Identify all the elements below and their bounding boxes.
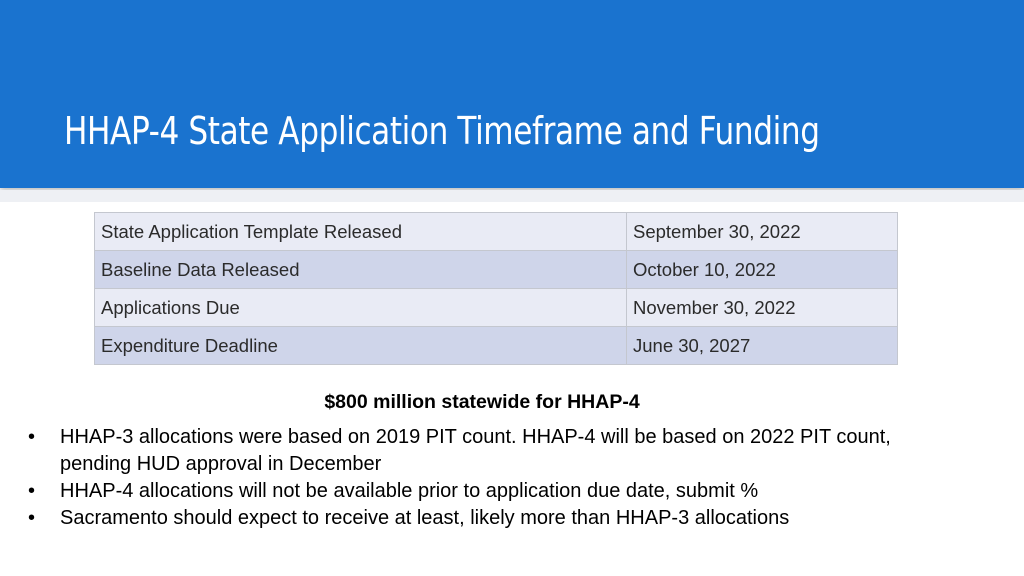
table-row — [95, 289, 898, 327]
list-item-text: HHAP-4 allocations will not be available prior to application due date, submit % — [60, 480, 759, 502]
event-cell: Applications Due — [95, 289, 627, 327]
list-item-text: Sacramento should expect to receive at least, likely more than HHAP-3 allocations — [60, 507, 790, 529]
timeline-table — [94, 212, 898, 365]
title-banner — [0, 0, 1024, 188]
event-cell: Expenditure Deadline — [95, 327, 627, 365]
date-cell: November 30, 2022 — [627, 289, 898, 327]
bullet-icon: • — [28, 426, 36, 448]
table-row — [95, 251, 898, 289]
bullet-icon: • — [28, 480, 36, 502]
list-item-text: HHAP-3 allocations were based on 2019 PIT count. HHAP-4 will be based on 2022 PIT count, pending HUD approval in December — [60, 426, 891, 475]
funding-headline: $800 million statewide for HHAP-4 — [324, 391, 640, 413]
date-cell: June 30, 2027 — [627, 327, 898, 365]
event-cell: Baseline Data Released — [95, 251, 627, 289]
date-cell: September 30, 2022 — [627, 213, 898, 251]
list-item — [28, 505, 948, 532]
date-cell: October 10, 2022 — [627, 251, 898, 289]
banner-divider — [0, 190, 1024, 202]
table-row — [95, 327, 898, 365]
list-item — [28, 478, 948, 505]
table-row — [95, 213, 898, 251]
list-item — [28, 424, 948, 478]
event-cell: State Application Template Released — [95, 213, 627, 251]
bullet-icon: • — [28, 507, 36, 529]
slide-title: HHAP-4 State Application Timeframe and Funding — [64, 109, 820, 153]
notes-list — [28, 424, 948, 532]
